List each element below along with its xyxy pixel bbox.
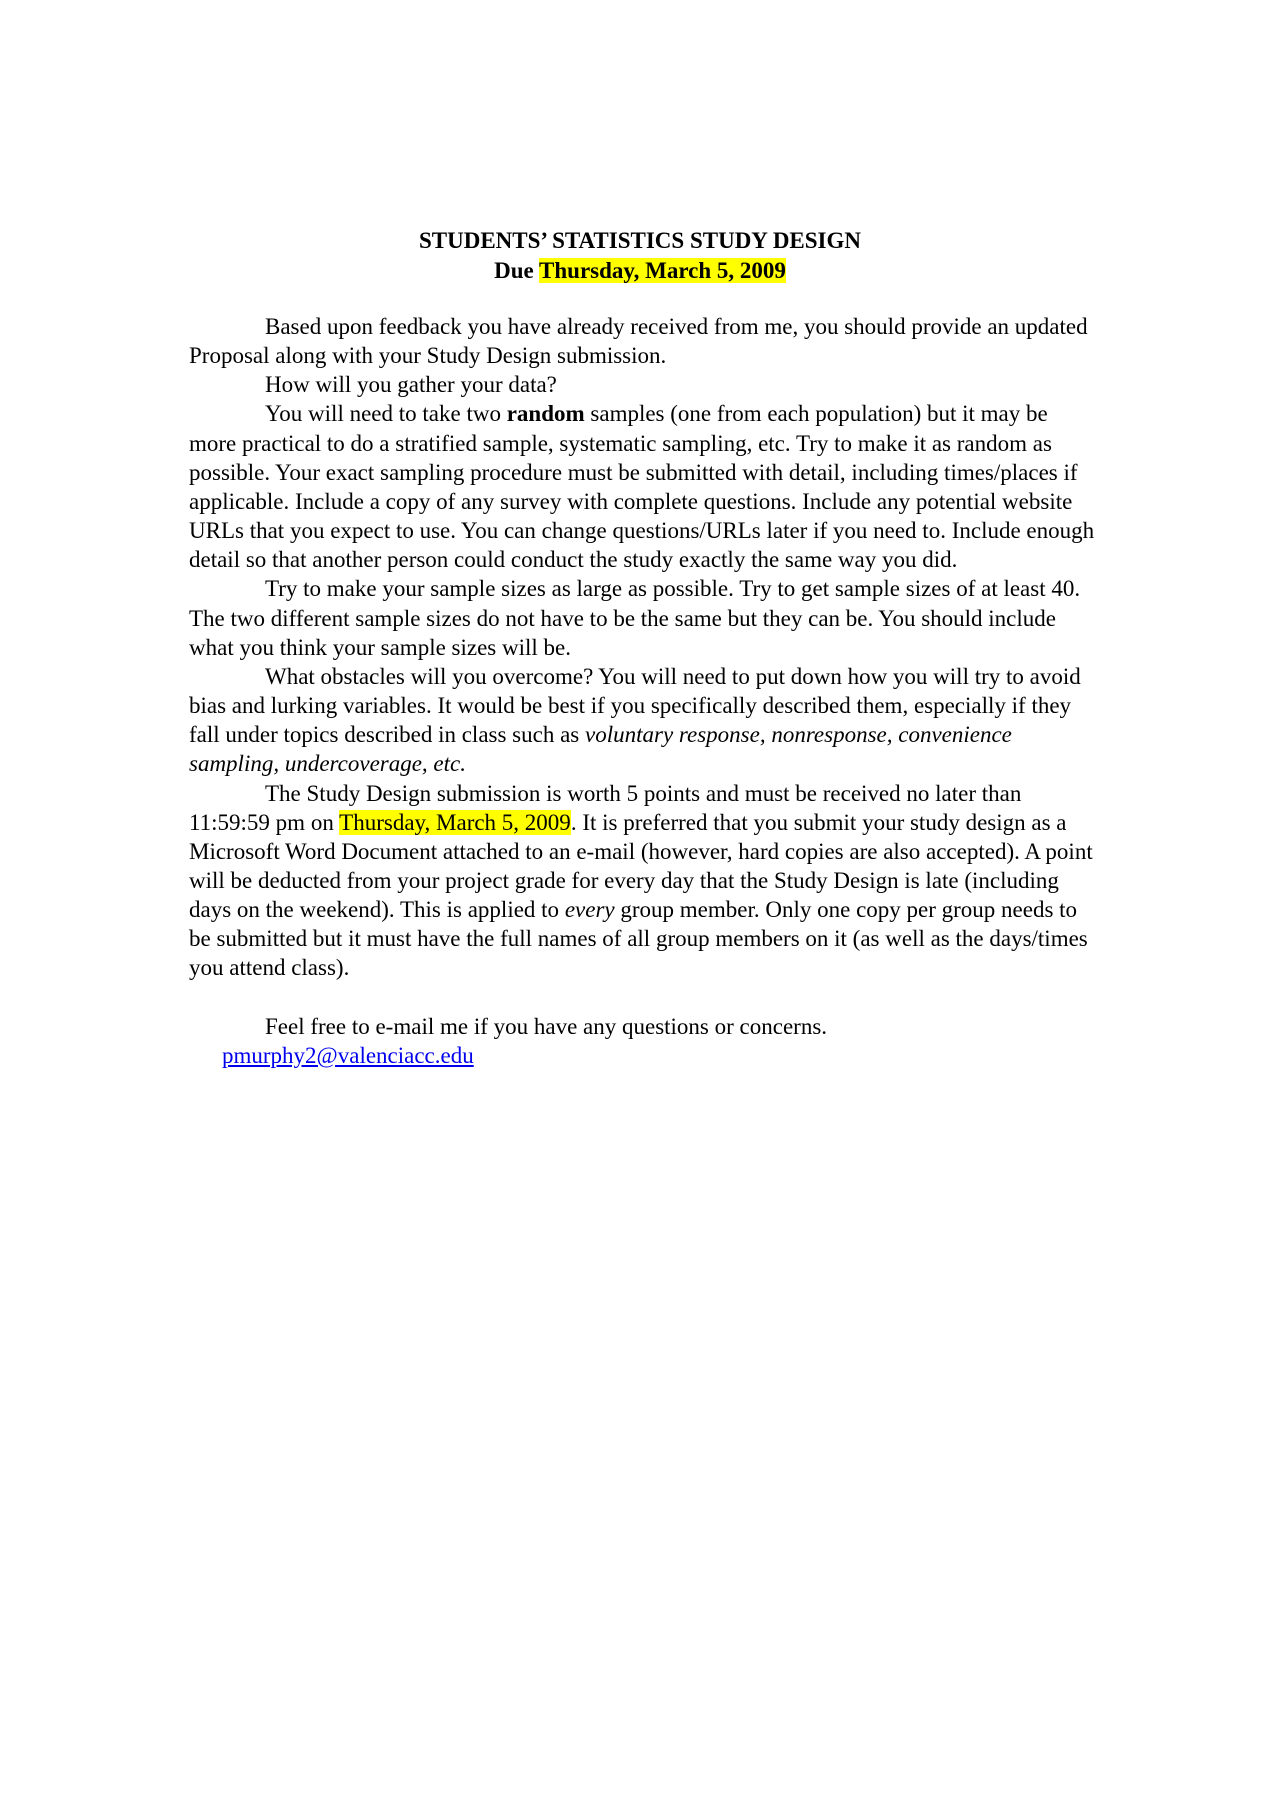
document-header xyxy=(0,226,1280,286)
due-line xyxy=(0,256,1280,286)
paragraph-spacer xyxy=(189,983,1099,1012)
page-title: STUDENTS’ STATISTICS STUDY DESIGN xyxy=(418,228,862,253)
submission-text-end: group member. Only one copy per group needs to be submitted but it must have the full names of all group members on it (as well as the days/times you attend class). xyxy=(189,897,1088,981)
email-link[interactable]: pmurphy2@valenciacc.edu xyxy=(222,1042,474,1068)
sampling-text-start: You will need to take two xyxy=(265,401,507,427)
random-emphasis: random xyxy=(506,401,585,427)
paragraph-sampling xyxy=(189,399,1099,574)
submission-text-start: The Study Design submission is worth 5 points and must be received no later than 11:59:59 pm on xyxy=(189,780,1022,835)
document-body xyxy=(189,312,1099,1070)
submission-text-middle: . It is preferred that you submit your study design as a Microsoft Word Document attached to an e-mail (however, hard copies are also accepted). A point will be deducted from your project grade for every day that the Study Design is late (including days on the weekend). This is applied to xyxy=(189,809,1093,923)
paragraph-contact: Feel free to e-mail me if you have any questions or concerns. xyxy=(265,1013,828,1039)
paragraph-gather-data: How will you gather your data? xyxy=(265,372,557,398)
bias-types-italic: voluntary response, nonresponse, convenience sampling, undercoverage, etc. xyxy=(189,722,1012,777)
paragraph-obstacles xyxy=(189,662,1099,779)
obstacles-text: What obstacles will you overcome? You will need to put down how you will try to avoid bias and lurking variables. It would be best if you specifically described them, especially if they fall under topics described in class such as xyxy=(189,663,1081,748)
paragraph-feedback: Based upon feedback you have already received from me, you should provide an updated Proposal along with your Study Design submission. xyxy=(189,314,1088,369)
due-date-highlight: Thursday, March 5, 2009 xyxy=(539,258,786,283)
paragraph-submission xyxy=(189,779,1099,983)
email-line xyxy=(189,1041,1099,1070)
due-prefix: Due xyxy=(494,258,540,283)
submission-date-highlight: Thursday, March 5, 2009 xyxy=(339,809,571,835)
paragraph-sample-sizes: Try to make your sample sizes as large as possible. Try to get sample sizes of at least 40. The two different sample sizes do not have to be the same but they can be. You should include what you think your sample sizes will be. xyxy=(189,576,1081,660)
every-italic: every xyxy=(564,897,615,923)
sampling-text-rest: samples (one from each population) but it may be more practical to do a stratified sample, systematic sampling, etc. Try to make it as random as possible. Your exact sampling procedure must be submitted with detail, including times/places if applicable. Include a copy of any survey with complete questions. Include any potential website URLs that you expect to use. You can change questions/URLs later if you need to. Include enough detail so that another person could conduct the study exactly the same way you did. xyxy=(189,401,1095,573)
